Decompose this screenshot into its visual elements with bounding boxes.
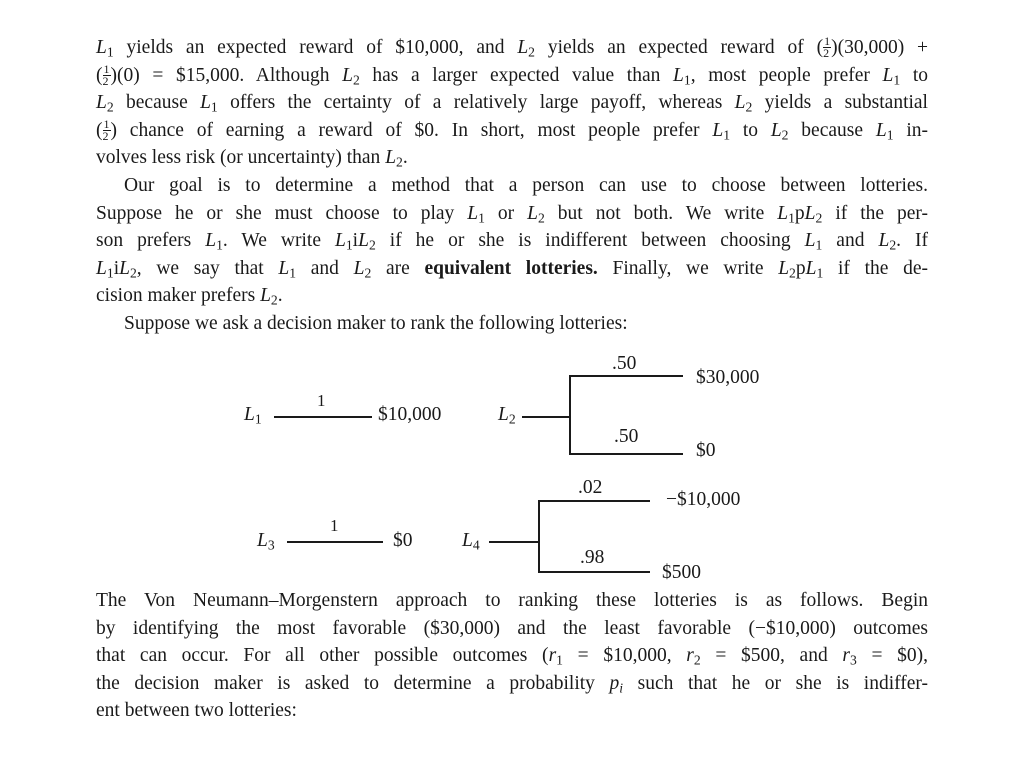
payoff-value: $0 (393, 530, 413, 551)
text-line: $L_2$ because $L_1$ offers the certainty of a relatively large payoff, whereas $L_2$ yields a substantial (96, 92, 928, 115)
text-line: by identifying the most favorable ($30,000) and the least favorable (−$10,000) outcomes (96, 617, 928, 639)
text-line: volves less risk (or uncertainty) than $L_2$. (96, 147, 408, 170)
paragraph-rank-intro (96, 310, 928, 338)
branch-line (569, 375, 571, 454)
paragraph-goal (96, 172, 928, 310)
branch-line (287, 541, 383, 543)
text-line: ent between two lotteries: (96, 700, 297, 722)
text-line: Suppose we ask a decision maker to rank the following lotteries: (124, 313, 628, 334)
branch-line (274, 416, 372, 418)
text-line: that can occur. For all other possible outcomes ($r_1$ = $10,000, $r_2$ = $500, and $r_3$ = $0), (96, 645, 929, 668)
paragraph-expected-reward (96, 34, 928, 172)
branch-probability: 1 (317, 391, 326, 410)
term-equivalent-lotteries: equivalent lotteries. (424, 257, 598, 279)
branch-probability: 1 (330, 516, 339, 535)
branch-line (538, 571, 650, 573)
payoff-value: $0 (696, 440, 716, 461)
payoff-value: $500 (662, 562, 701, 583)
branch-probability: .50 (612, 353, 637, 374)
text-line: $L_1iL_2$, we say that $L_1$ and $L_2$ are equivalent lotteries. Finally, we write $L_2pL_1$ if the de- (96, 257, 928, 281)
branch-probability: .98 (580, 547, 605, 568)
branch-line (489, 541, 539, 543)
lottery-label-l4: $L_4$ (462, 530, 480, 553)
text-line: cision maker prefers $L_2$. (96, 285, 283, 308)
text-line: son prefers $L_1$. We write $L_1iL_2$ if he or she is indifferent between choosing $L_1$ and $L_2$. If (96, 230, 929, 253)
text-line: ( $\frac{1}{2}$ )(0) = $15,000. Although $L_2$ has a larger expected value than $L_1$, most people prefer $L_1$ to (96, 61, 928, 88)
text-line: The Von Neumann–Morgenstern approach to ranking these lotteries is as follows. Begin (96, 590, 928, 611)
text-line: Our goal is to determine a method that a person can use to choose between lotteries. (124, 175, 928, 196)
paragraph-von-neumann (96, 587, 928, 725)
branch-line (538, 500, 540, 572)
text-line: ( $\frac{1}{2}$ ) chance of earning a reward of $0. In short, most people prefer $L_1$ to $L_2$ because $L_1$ in- (96, 116, 929, 143)
payoff-value: $10,000 (378, 404, 442, 425)
payoff-value: −$10,000 (666, 489, 741, 510)
branch-line (569, 375, 683, 377)
branch-line (569, 453, 683, 455)
lottery-label-l1: $L_1$ (244, 404, 262, 427)
text-line: $L_1$ yields an expected reward of $10,000, and $L_2$ yields an expected reward of ( $\frac{1}{2}$ )(30,000) + (96, 34, 929, 61)
text-line: Suppose he or she must choose to play $L_1$ or $L_2$ but not both. We write $L_1pL_2$ if the per- (96, 202, 928, 225)
text-line: the decision maker is asked to determine a probability $p_i$ such that he or she is indiffer- (96, 672, 929, 696)
branch-probability: .50 (614, 426, 639, 447)
branch-line (538, 500, 650, 502)
lottery-label-l3: $L_3$ (257, 530, 275, 553)
lottery-label-l2: $L_2$ (498, 404, 516, 427)
payoff-value: $30,000 (696, 367, 760, 388)
branch-line (522, 416, 570, 418)
branch-probability: .02 (578, 477, 603, 498)
